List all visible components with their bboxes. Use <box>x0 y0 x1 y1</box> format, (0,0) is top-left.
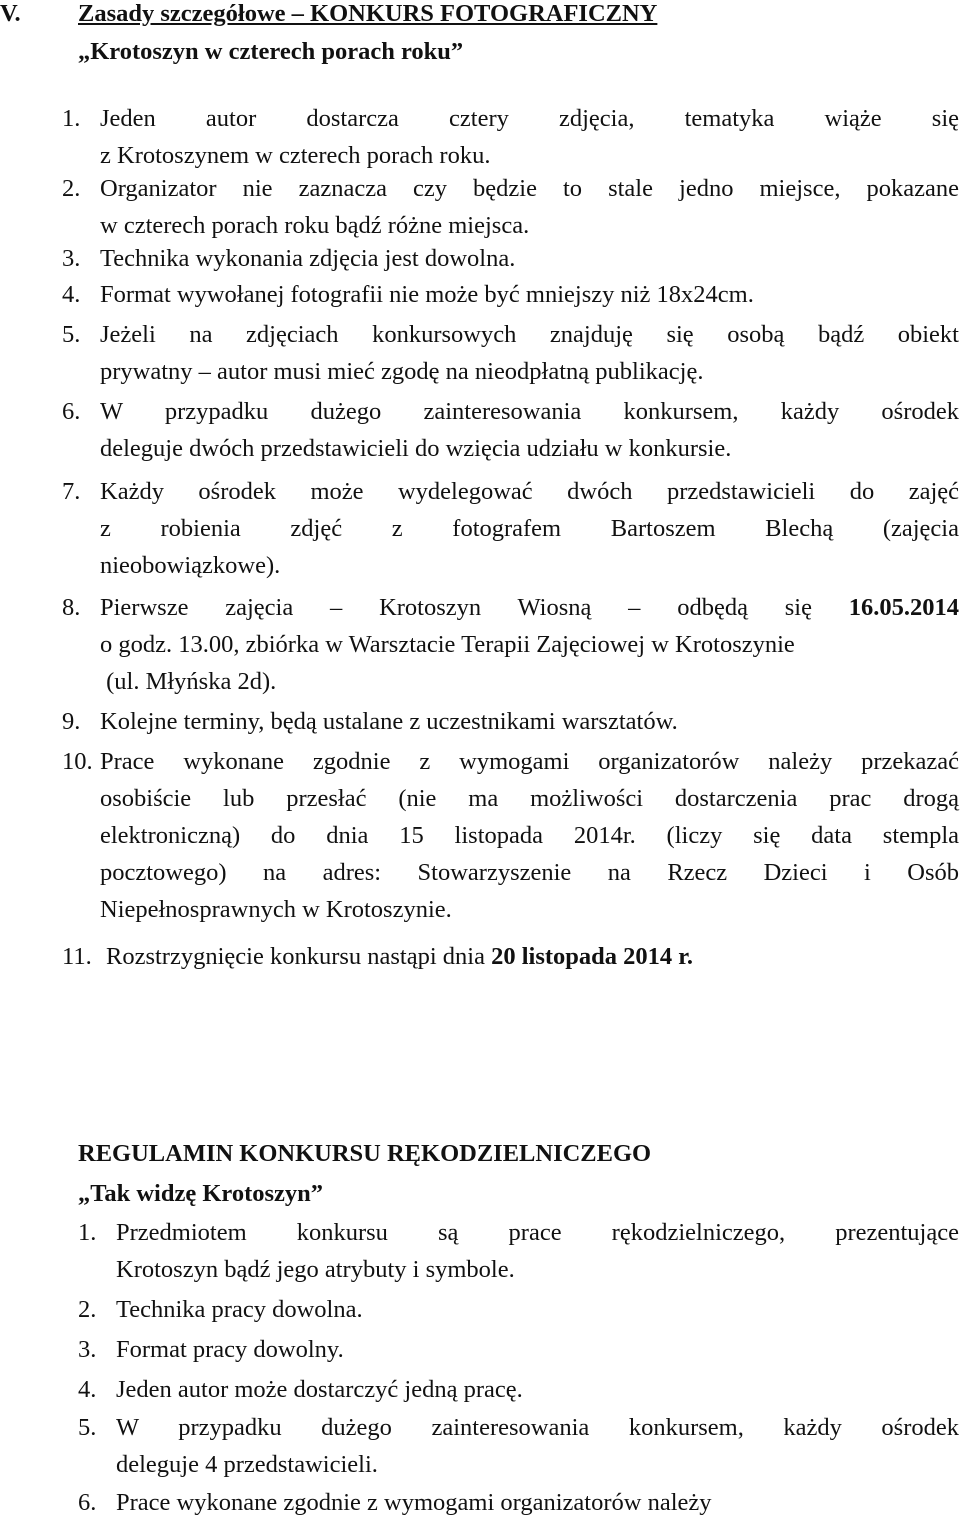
list-item <box>78 1484 959 1521</box>
item-number: 4. <box>78 1376 97 1403</box>
item-date: 20 listopada 2014 r. <box>491 943 694 970</box>
item-text: Format pracy dowolny. <box>116 1336 344 1363</box>
item-text: osobiście lub przesłać (nie ma możliwości dostarczenia prac drogą <box>100 785 959 812</box>
item-text <box>106 938 959 975</box>
item-text: Technika wykonania zdjęcia jest dowolna. <box>100 245 516 272</box>
item-number: 5. <box>78 1414 97 1441</box>
item-text: Niepełnosprawnych w Krotoszynie. <box>100 896 452 923</box>
item-number: 3. <box>78 1336 97 1363</box>
item-text: Organizator nie zaznacza czy będzie to stale jedno miejsce, pokazane <box>100 175 959 202</box>
list-item <box>62 316 959 390</box>
item-number: 1. <box>62 105 81 132</box>
item-text: prywatny – autor musi mieć zgodę na nieodpłatną publikację. <box>100 358 704 385</box>
list-item <box>78 1291 959 1328</box>
item-text-part: Rozstrzygnięcie konkursu nastąpi dnia <box>106 943 492 970</box>
list-item <box>78 1409 959 1483</box>
item-number: 4. <box>62 281 81 308</box>
item-number: 10. <box>62 748 93 775</box>
item-text: elektroniczną) do dnia 15 listopada 2014r. (liczy się data stempla <box>100 822 959 849</box>
item-text: Technika pracy dowolna. <box>116 1296 363 1323</box>
item-text: Prace wykonane zgodnie z wymogami organizatorów należy <box>116 1489 712 1516</box>
item-text: w czterech porach roku bądź różne miejsca. <box>100 212 530 239</box>
list-item <box>78 1371 959 1408</box>
item-text: Przedmiotem konkursu są prace rękodzielniczego, prezentujące <box>116 1219 959 1246</box>
regulamin-title: REGULAMIN KONKURSU RĘKODZIELNICZEGO <box>78 1140 652 1167</box>
section-number: V. <box>0 0 21 27</box>
list-item <box>78 1214 959 1288</box>
item-number: 8. <box>62 594 81 621</box>
list-item <box>62 393 959 467</box>
item-text: Kolejne terminy, będą ustalane z uczestnikami warsztatów. <box>100 708 678 735</box>
item-text: nieobowiązkowe). <box>100 552 281 579</box>
item-number: 9. <box>62 708 81 735</box>
item-number: 7. <box>62 478 81 505</box>
item-number: 6. <box>78 1489 97 1516</box>
item-number: 11. <box>62 943 92 970</box>
section-heading <box>0 0 657 28</box>
item-text: Prace wykonane zgodnie z wymogami organizatorów należy przekazać <box>100 748 959 775</box>
item-text: z Krotoszynem w czterech porach roku. <box>100 142 491 169</box>
list-item <box>62 743 959 928</box>
item-number: 2. <box>62 175 81 202</box>
list-item <box>62 240 959 277</box>
regulamin-subtitle: „Tak widzę Krotoszyn” <box>78 1180 324 1207</box>
item-text-part: Pierwsze zajęcia – Krotoszyn Wiosną – odbędą się <box>100 594 812 621</box>
list-item <box>62 473 959 584</box>
item-text: deleguje 4 przedstawicieli. <box>116 1451 378 1478</box>
item-number: 3. <box>62 245 81 272</box>
item-text: o godz. 13.00, zbiórka w Warsztacie Terapii Zajęciowej w Krotoszynie <box>100 631 795 658</box>
item-text: W przypadku dużego zainteresowania konkursem, każdy ośrodek <box>116 1414 959 1441</box>
list-item <box>62 276 959 313</box>
section-title: Zasady szczegółowe – KONKURS FOTOGRAFICZNY <box>78 0 658 27</box>
item-number: 5. <box>62 321 81 348</box>
item-number: 1. <box>78 1219 97 1246</box>
item-text: (ul. Młyńska 2d). <box>100 668 277 695</box>
item-text: Jeden autor dostarcza cztery zdjęcia, tematyka wiąże się <box>100 105 959 132</box>
list-item <box>62 170 959 244</box>
item-text: pocztowego) na adres: Stowarzyszenie na Rzecz Dzieci i Osób <box>100 859 959 886</box>
item-text: Format wywołanej fotografii nie może być mniejszy niż 18x24cm. <box>100 281 754 308</box>
item-text: Każdy ośrodek może wydelegować dwóch przedstawicieli do zajęć <box>100 478 959 505</box>
list-item <box>62 938 959 975</box>
section-subtitle: „Krotoszyn w czterech porach roku” <box>78 38 464 65</box>
item-date: 16.05.2014 <box>848 594 959 621</box>
item-text: Krotoszyn bądź jego atrybuty i symbole. <box>116 1256 515 1283</box>
item-text: Jeden autor może dostarczyć jedną pracę. <box>116 1376 523 1403</box>
item-text: deleguje dwóch przedstawicieli do wzięcia udziału w konkursie. <box>100 435 732 462</box>
list-item <box>62 100 959 174</box>
item-text: Jeżeli na zdjęciach konkursowych znajduję się osobą bądź obiekt <box>100 321 959 348</box>
list-item <box>62 703 959 740</box>
item-text: z robienia zdjęć z fotografem Bartoszem Blechą (zajęcia <box>100 515 959 542</box>
item-text: W przypadku dużego zainteresowania konkursem, każdy ośrodek <box>100 398 959 425</box>
item-number: 6. <box>62 398 81 425</box>
list-item <box>62 589 959 700</box>
item-number: 2. <box>78 1296 97 1323</box>
list-item <box>78 1331 959 1368</box>
item-text <box>100 589 959 626</box>
